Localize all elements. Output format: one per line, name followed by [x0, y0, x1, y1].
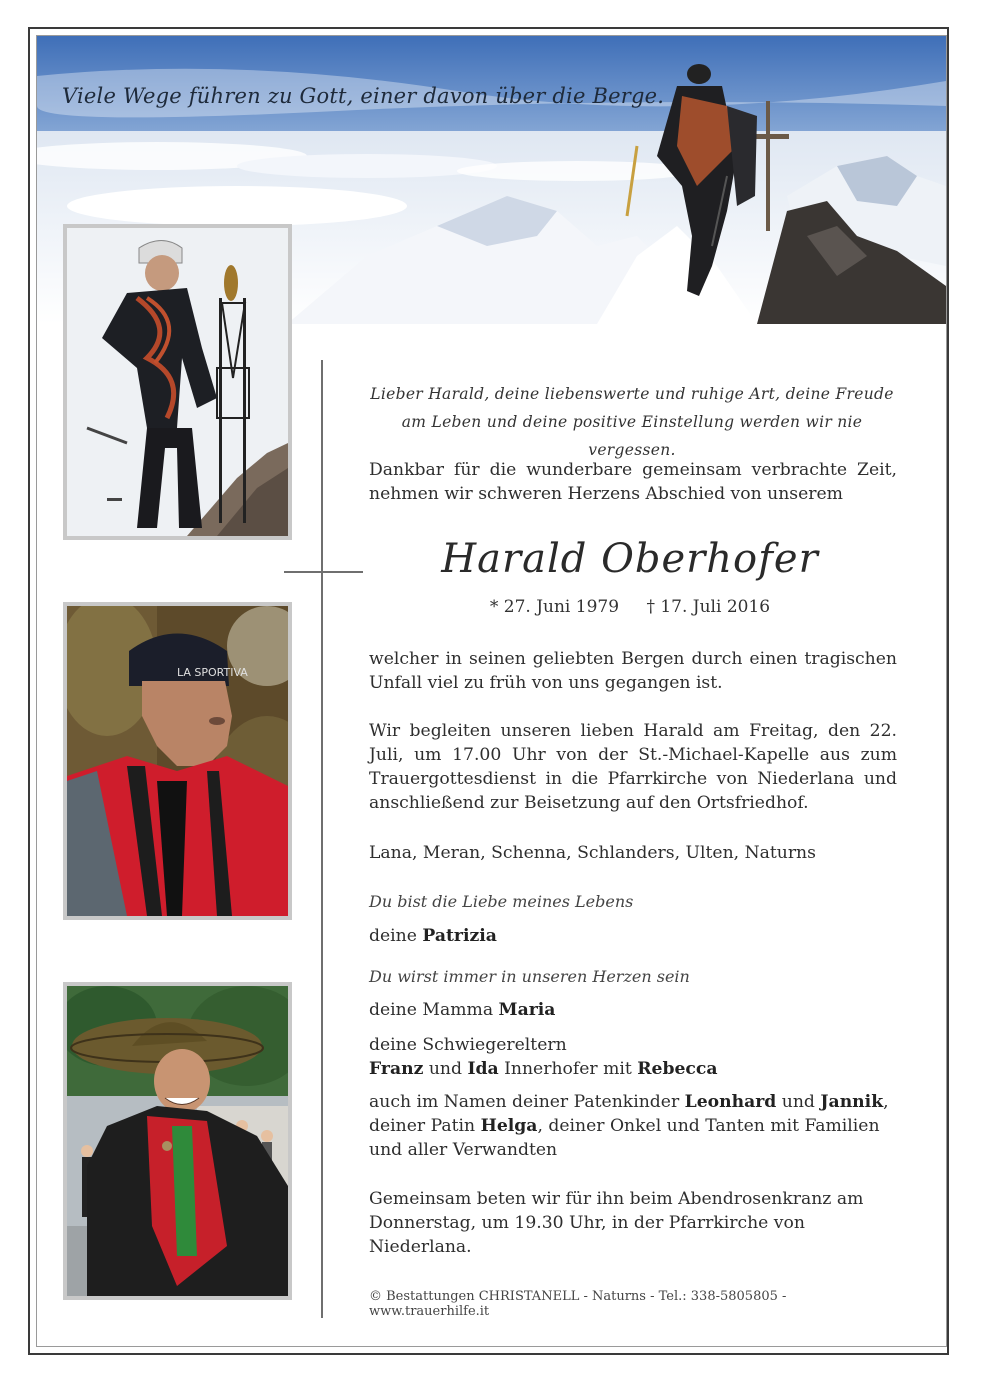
- godmother-name: Helga: [480, 1116, 538, 1136]
- rosary-text: Gemeinsam beten wir für ihn beim Abendrosenkranz am Donnerstag, um 19.30 Uhr, in der Pfarrkirche von Niederlana.: [369, 1189, 864, 1257]
- beanie-brand-label: LA SPORTIVA: [177, 666, 248, 679]
- partner-heading: Du bist die Liebe meines Lebens: [369, 892, 634, 911]
- inlaw-rebecca: Rebecca: [637, 1059, 718, 1079]
- birth-date: * 27. Juni 1979: [489, 597, 620, 617]
- mother-prefix: deine Mamma: [369, 1000, 494, 1020]
- motto: Viele Wege führen zu Gott, einer davon über die Berge.: [62, 84, 665, 108]
- deceased-name: Harald Oberhofer: [441, 536, 819, 582]
- life-dates: [380, 597, 880, 617]
- mother-line: [369, 998, 897, 1022]
- tribute-quote: Lieber Harald, deine liebenswerte und ruhige Art, deine Freude am Leben und deine positive Einstellung werden wir nie vergessen.: [370, 385, 894, 459]
- inlaws-label: deine Schwiegereltern: [369, 1035, 567, 1055]
- photo-traditional-hat: [63, 982, 292, 1300]
- godchild-jannik: Jannik: [820, 1092, 884, 1112]
- cross-horizontal-line: [284, 571, 363, 573]
- relatives-text: , deiner Onkel und Tanten mit Familien und aller Verwandten: [369, 1116, 880, 1160]
- family-heading: Du wirst immer in unseren Herzen sein: [369, 967, 690, 986]
- places-text: Lana, Meran, Schenna, Schlanders, Ulten, Naturns: [369, 843, 816, 863]
- partner-line: [369, 924, 897, 948]
- footer-credits: © Bestattungen CHRISTANELL - Naturns - Tel.: 338-5805805 - www.trauerhilfe.it: [369, 1289, 787, 1319]
- godchildren-block: [369, 1090, 897, 1162]
- cross-vertical-line: [321, 360, 323, 1318]
- inlaws-names: [369, 1057, 897, 1081]
- partner-prefix: deine: [369, 926, 417, 946]
- godchildren-prefix: auch im Namen deiner Patenkinder: [369, 1092, 680, 1112]
- partner-name: Patrizia: [422, 926, 497, 946]
- inlaw-surname: Innerhofer mit: [504, 1059, 632, 1079]
- intro-text: Dankbar für die wunderbare gemeinsam verbrachte Zeit, nehmen wir schweren Herzens Abschied von unserem: [369, 460, 897, 504]
- inlaws-block: [369, 1033, 897, 1081]
- mother-name: Maria: [498, 1000, 556, 1020]
- funeral-text: Wir begleiten unseren lieben Harald am Freitag, den 22. Juli, um 17.00 Uhr von der St.-Michael-Kapelle aus zum Trauergottesdienst in die Pfarrkirche von Niederlana und anschließend zur Beisetzung auf den Ortsfriedhof.: [369, 721, 897, 813]
- inlaw-franz: Franz: [369, 1059, 424, 1079]
- photo-portrait-red-jacket: [63, 602, 292, 920]
- inlaw-ida: Ida: [467, 1059, 499, 1079]
- godchild-leonhard: Leonhard: [684, 1092, 777, 1112]
- circumstance-text: welcher in seinen geliebten Bergen durch einen tragischen Unfall viel zu früh von uns gegangen ist.: [369, 649, 897, 693]
- death-date: † 17. Juli 2016: [646, 597, 771, 617]
- inlaw-and: und: [428, 1059, 462, 1079]
- photo-climber-summit: [63, 224, 292, 540]
- godchild-and: und: [781, 1092, 815, 1112]
- godmother-prefix: , deiner Patin: [369, 1092, 889, 1136]
